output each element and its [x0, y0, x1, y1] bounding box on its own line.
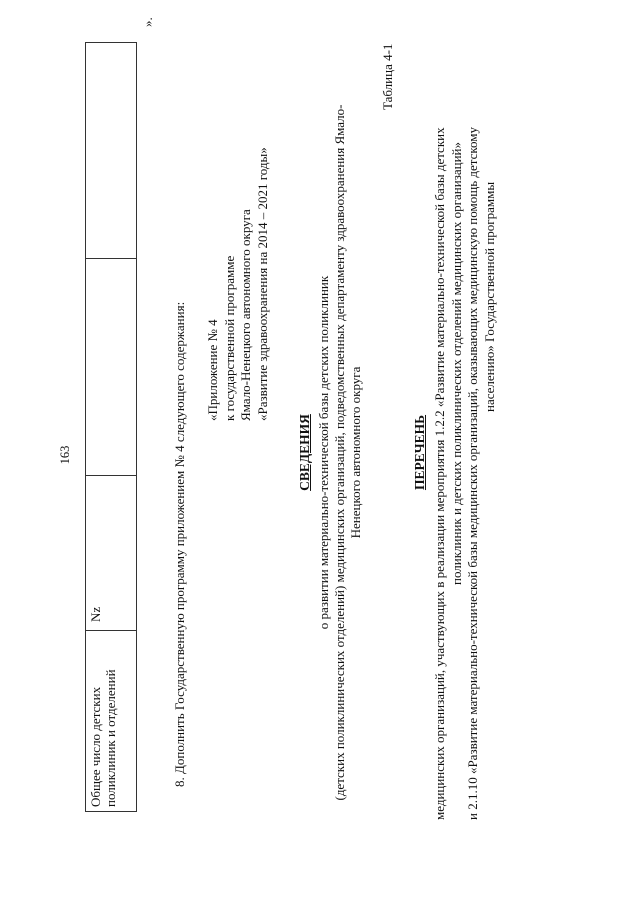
svedeniya-line: Ненецкого автономного округа — [348, 366, 363, 539]
table-cell-empty — [86, 43, 137, 260]
appendix-line: «Приложение № 4 — [205, 319, 220, 421]
table-cell-label: Общее число детских поликлиник и отделений — [86, 631, 137, 812]
perechen-text — [432, 50, 498, 820]
table-cell-empty — [86, 259, 137, 476]
table-cell-value: Nz — [86, 476, 137, 631]
appendix-line: «Развитие здравоохранения на 2014 – 2021 годы» — [254, 147, 270, 421]
table-row — [86, 43, 137, 812]
appendix-line: к государственной программе — [221, 255, 237, 421]
closing-quote: ». — [140, 17, 155, 27]
table-label: Таблица 4-1 — [380, 43, 395, 110]
appendix-line: Ямало-Ненецкого автономного округа — [238, 209, 253, 421]
item-8-text: 8. Дополнить Государственную программу приложением № 4 следующего содержания: — [172, 301, 187, 787]
page-number: 163 — [58, 445, 72, 465]
summary-table — [85, 42, 137, 812]
svedeniya-line: (детских поликлинических отделений) медицинских организаций, подведомственных департаменту здравоохранения Ямало- — [332, 104, 347, 801]
appendix-header — [205, 147, 271, 421]
perechen-line: медицинских организаций, участвующих в реализации мероприятия 1.2.2 «Развитие материально-технической базы детских — [432, 127, 447, 820]
perechen-line: и 2.1.10 «Развитие материально-технической базы медицинских организаций, оказывающих медицинскую помощь детскому — [465, 126, 480, 820]
perechen-heading: ПЕРЕЧЕНЬ — [412, 414, 427, 491]
svedeniya-line: о развитии материально-технической базы детских поликлиник — [316, 275, 331, 630]
perechen-line: населению» Государственной программы — [481, 181, 497, 412]
svedeniya-heading: СВЕДЕНИЯ — [297, 414, 312, 491]
perechen-line: поликлиник и детских поликлинических отделений медицинских организаций» — [448, 142, 464, 585]
